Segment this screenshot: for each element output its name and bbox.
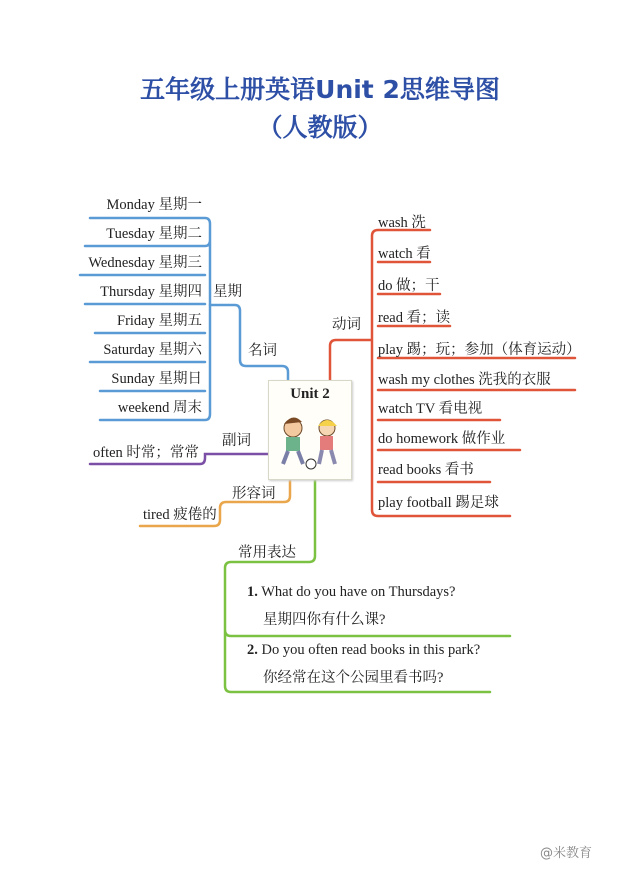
list-item: Sunday 星期日 (111, 371, 202, 387)
list-item: wash 洗 (378, 215, 426, 231)
list-item: Monday 星期一 (106, 197, 202, 213)
list-item: tired 疲倦的 (143, 507, 217, 523)
list-item: Tuesday 星期二 (106, 226, 202, 242)
sentence-zh: 星期四你有什么课? (263, 612, 386, 628)
list-item: Thursday 星期四 (100, 284, 202, 300)
list-item: Friday 星期五 (117, 313, 202, 329)
item-number: 2. (247, 642, 258, 658)
list-item: play 踢；玩；参加（体育运动） (378, 342, 581, 358)
noun-label: 名词 (248, 343, 277, 359)
list-item: do 做；干 (378, 278, 440, 294)
list-item: watch TV 看电视 (378, 401, 483, 417)
sentence-en: What do you have on Thursdays? (261, 584, 456, 600)
kids-playing-football-illustration (269, 406, 351, 476)
list-item: read 看；读 (378, 310, 451, 326)
sentence-zh: 你经常在这个公园里看书吗? (263, 670, 444, 686)
list-item: wash my clothes 洗我的衣服 (378, 372, 551, 388)
list-item: often 时常；常常 (93, 445, 199, 461)
list-item: watch 看 (378, 246, 431, 262)
watermark: @米教育 (540, 846, 593, 861)
list-item: Wednesday 星期三 (88, 255, 202, 271)
center-title: Unit 2 (290, 386, 330, 402)
title: 五年级上册英语Unit 2思维导图 (140, 75, 500, 104)
verb-label: 动词 (332, 317, 361, 333)
center-node (268, 380, 352, 480)
list-item: read books 看书 (378, 462, 474, 478)
adjective-label: 形容词 (232, 486, 276, 502)
list-item: do homework 做作业 (378, 431, 506, 447)
subtitle: （人教版） (257, 113, 383, 142)
item-number: 1. (247, 584, 258, 600)
weekday-label: 星期 (213, 284, 242, 300)
list-item: play football 踢足球 (378, 495, 499, 511)
adverb-label: 副词 (222, 433, 251, 449)
list-item: weekend 周末 (117, 400, 202, 416)
expression-label: 常用表达 (238, 545, 296, 561)
sentence-en: Do you often read books in this park? (261, 642, 481, 658)
list-item: Saturday 星期六 (103, 342, 202, 358)
